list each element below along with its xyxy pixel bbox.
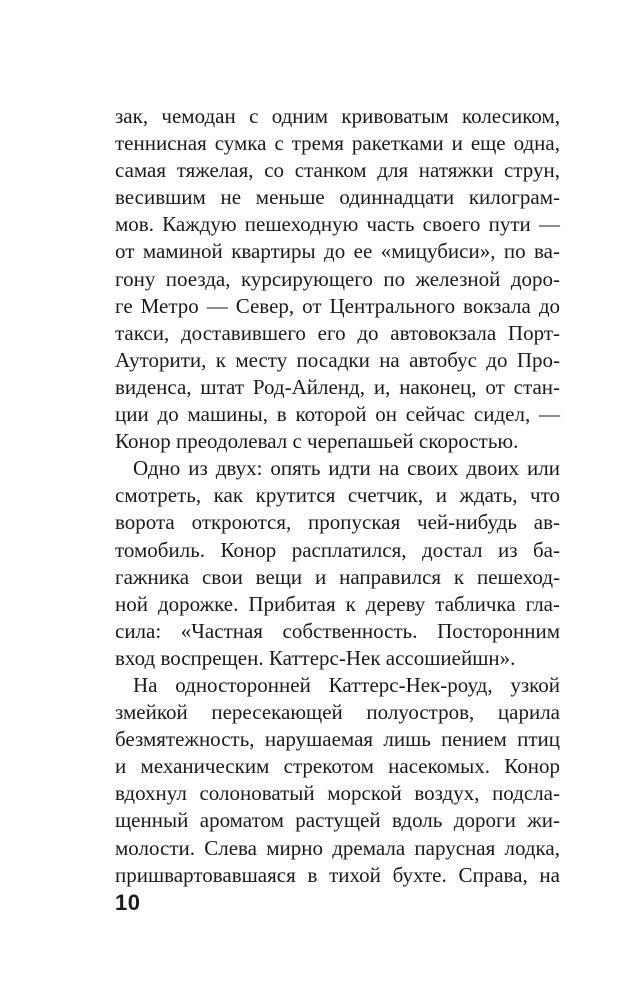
text-line: вдохнул солоноватый морской воздух, подсла- <box>115 781 560 806</box>
text-line: смотреть, как крутится счетчик, и ждать, что <box>115 483 560 508</box>
text-line: На односторонней Каттерс-Нек-роуд, узкой <box>133 672 560 697</box>
text-line: молости. Слева мирно дремала парусная лодка, <box>115 835 560 860</box>
text-line: ции до машины, в которой он сейчас сидел, — <box>115 402 560 427</box>
text-line: безмятежность, нарушаемая лишь пением птиц <box>115 727 560 752</box>
text-line: мов. Каждую пешеходную часть своего пути — <box>115 212 560 237</box>
paragraph-2 <box>115 455 560 672</box>
text-line: томобиль. Конор расплатился, достал из ба- <box>115 537 560 562</box>
body-text <box>115 103 560 889</box>
text-line: вход воспрещен. Каттерс-Нек ассошиейшн». <box>115 645 516 670</box>
text-line: такси, доставившего его до автовокзала Порт- <box>115 320 560 345</box>
page-number: 10 <box>115 890 141 915</box>
text-line: змейкой пересекающей полуостров, царила <box>115 700 560 725</box>
paragraph-1 <box>115 103 560 455</box>
text-line: Одно из двух: опять идти на своих двоих или <box>133 456 560 481</box>
text-line: зак, чемодан с одним кривоватым колесиком, <box>115 104 560 128</box>
text-line: ворота откроются, пропуская чей-нибудь ав- <box>115 510 560 535</box>
text-line: сила: «Частная собственность. Посторонним <box>115 618 560 643</box>
text-line: и механическим стрекотом насекомых. Конор <box>115 754 560 779</box>
text-line: самая тяжелая, со станком для натяжки струн, <box>115 158 560 183</box>
text-line: гону поезда, курсирующего по железной доро- <box>115 266 560 291</box>
text-line: от маминой квартиры до ее «мицубиси», по ва- <box>115 239 560 264</box>
text-line: щенный ароматом растущей вдоль дороги жи- <box>115 808 560 833</box>
text-line: теннисная сумка с тремя ракетками и еще одна, <box>115 131 560 156</box>
text-line: ной дорожке. Прибитая к дереву табличка гла- <box>115 591 560 616</box>
text-line: гажника свои вещи и направился к пешеход- <box>115 564 560 589</box>
text-line: ге Метро — Север, от Центрального вокзала до <box>115 293 560 318</box>
text-line: Ауторити, к месту посадки на автобус до Про- <box>115 347 560 372</box>
text-line: Конор преодолевал с черепашьей скоростью. <box>115 429 519 454</box>
paragraph-3 <box>115 672 560 889</box>
text-line: виденса, штат Род-Айленд, и, наконец, от стан- <box>115 374 560 399</box>
text-line: весившим не меньше одиннадцати килограм- <box>115 185 560 210</box>
text-line: пришвартовавшаяся в тихой бухте. Справа, на <box>115 862 560 887</box>
